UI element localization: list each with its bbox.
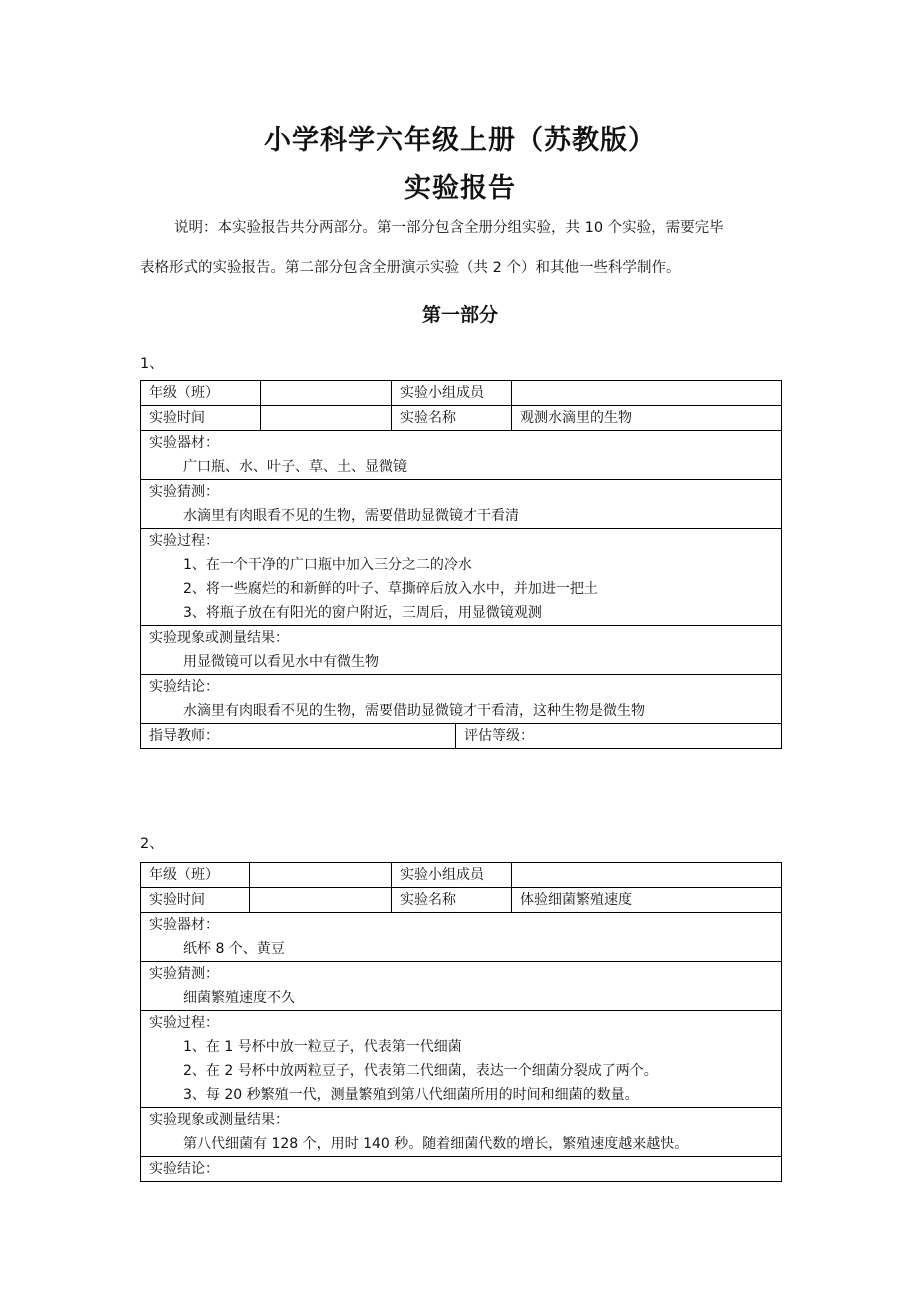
grade-label: 年级（班） bbox=[141, 863, 250, 888]
evaluation-label: 评估等级： bbox=[464, 728, 534, 744]
guess-label: 实验猜测： bbox=[149, 484, 219, 500]
process-step-1: 1、在 1 号杯中放一粒豆子，代表第一代细菌 bbox=[183, 1039, 462, 1055]
result-cell bbox=[141, 1108, 782, 1157]
table-row bbox=[141, 381, 782, 406]
time-value[interactable] bbox=[261, 406, 392, 431]
table-row bbox=[141, 675, 782, 724]
conclusion-cell bbox=[141, 675, 782, 724]
report-1-table bbox=[140, 380, 782, 749]
process-label: 实验过程： bbox=[149, 533, 219, 549]
process-step-1: 1、在一个干净的广口瓶中加入三分之二的冷水 bbox=[183, 557, 472, 573]
name-value: 观测水滴里的生物 bbox=[512, 406, 782, 431]
table-row bbox=[141, 1108, 782, 1157]
result-label: 实验现象或测量结果： bbox=[149, 1112, 289, 1128]
time-label: 实验时间 bbox=[141, 888, 250, 913]
name-label: 实验名称 bbox=[392, 888, 512, 913]
guess-label: 实验猜测： bbox=[149, 966, 219, 982]
time-label: 实验时间 bbox=[141, 406, 261, 431]
report-2-table bbox=[140, 862, 782, 1182]
guess-cell bbox=[141, 480, 782, 529]
report-1-number: 1、 bbox=[140, 356, 164, 372]
members-label: 实验小组成员 bbox=[392, 863, 512, 888]
process-step-3: 3、将瓶子放在有阳光的窗户附近，三周后，用显微镜观测 bbox=[183, 605, 542, 621]
time-value[interactable] bbox=[250, 888, 392, 913]
intro-paragraph bbox=[140, 208, 790, 288]
result-cell bbox=[141, 626, 782, 675]
table-row bbox=[141, 626, 782, 675]
intro-line-2: 表格形式的实验报告。第二部分包含全册演示实验（共 2 个）和其他一些科学制作。 bbox=[140, 260, 681, 276]
report-2-number: 2、 bbox=[140, 836, 164, 852]
process-step-2: 2、将一些腐烂的和新鲜的叶子、草撕碎后放入水中，并加进一把土 bbox=[183, 581, 598, 597]
process-step-3: 3、每 20 秒繁殖一代，测量繁殖到第八代细菌所用的时间和细菌的数量。 bbox=[183, 1087, 639, 1103]
guess-value: 水滴里有肉眼看不见的生物，需要借助显微镜才干看清 bbox=[183, 508, 519, 524]
part-title: 第一部分 bbox=[421, 304, 498, 326]
grade-value[interactable] bbox=[261, 381, 392, 406]
process-step-2: 2、在 2 号杯中放两粒豆子，代表第二代细菌，表达一个细菌分裂成了两个。 bbox=[183, 1063, 658, 1079]
table-row bbox=[141, 406, 782, 431]
table-row bbox=[141, 913, 782, 962]
signature-cell bbox=[141, 724, 782, 749]
table-row bbox=[141, 1011, 782, 1108]
members-value[interactable] bbox=[512, 381, 782, 406]
members-label: 实验小组成员 bbox=[392, 381, 512, 406]
materials-cell bbox=[141, 431, 782, 480]
result-label: 实验现象或测量结果： bbox=[149, 630, 289, 646]
table-row bbox=[141, 1157, 782, 1182]
table-row bbox=[141, 888, 782, 913]
conclusion-label: 实验结论： bbox=[149, 679, 219, 695]
table-row bbox=[141, 724, 782, 749]
guess-value: 细菌繁殖速度不久 bbox=[183, 990, 295, 1006]
document-title: 小学科学六年级上册（苏教版） bbox=[264, 125, 656, 156]
members-value[interactable] bbox=[512, 863, 782, 888]
table-row bbox=[141, 529, 782, 626]
conclusion-cell bbox=[141, 1157, 782, 1182]
process-cell bbox=[141, 529, 782, 626]
table-row bbox=[141, 480, 782, 529]
table-row bbox=[141, 863, 782, 888]
name-label: 实验名称 bbox=[392, 406, 512, 431]
grade-value[interactable] bbox=[250, 863, 392, 888]
table-row bbox=[141, 962, 782, 1011]
guess-cell bbox=[141, 962, 782, 1011]
result-value: 用显微镜可以看见水中有微生物 bbox=[183, 654, 379, 670]
document-subtitle: 实验报告 bbox=[404, 173, 516, 204]
materials-label: 实验器材： bbox=[149, 917, 219, 933]
materials-cell bbox=[141, 913, 782, 962]
table-row bbox=[141, 431, 782, 480]
name-value: 体验细菌繁殖速度 bbox=[512, 888, 782, 913]
materials-value: 广口瓶、水、叶子、草、土、显微镜 bbox=[183, 459, 407, 475]
materials-label: 实验器材： bbox=[149, 435, 219, 451]
intro-line-1: 说明：本实验报告共分两部分。第一部分包含全册分组实验，共 10 个实验，需要完毕 bbox=[174, 220, 724, 236]
teacher-label: 指导教师： bbox=[141, 724, 456, 748]
materials-value: 纸杯 8 个、黄豆 bbox=[183, 941, 285, 957]
grade-label: 年级（班） bbox=[141, 381, 261, 406]
conclusion-label: 实验结论： bbox=[149, 1161, 219, 1177]
conclusion-value: 水滴里有肉眼看不见的生物，需要借助显微镜才干看清，这种生物是微生物 bbox=[183, 703, 645, 719]
process-cell bbox=[141, 1011, 782, 1108]
process-label: 实验过程： bbox=[149, 1015, 219, 1031]
result-value: 第八代细菌有 128 个，用时 140 秒。随着细菌代数的增长，繁殖速度越来越快。 bbox=[183, 1136, 689, 1152]
